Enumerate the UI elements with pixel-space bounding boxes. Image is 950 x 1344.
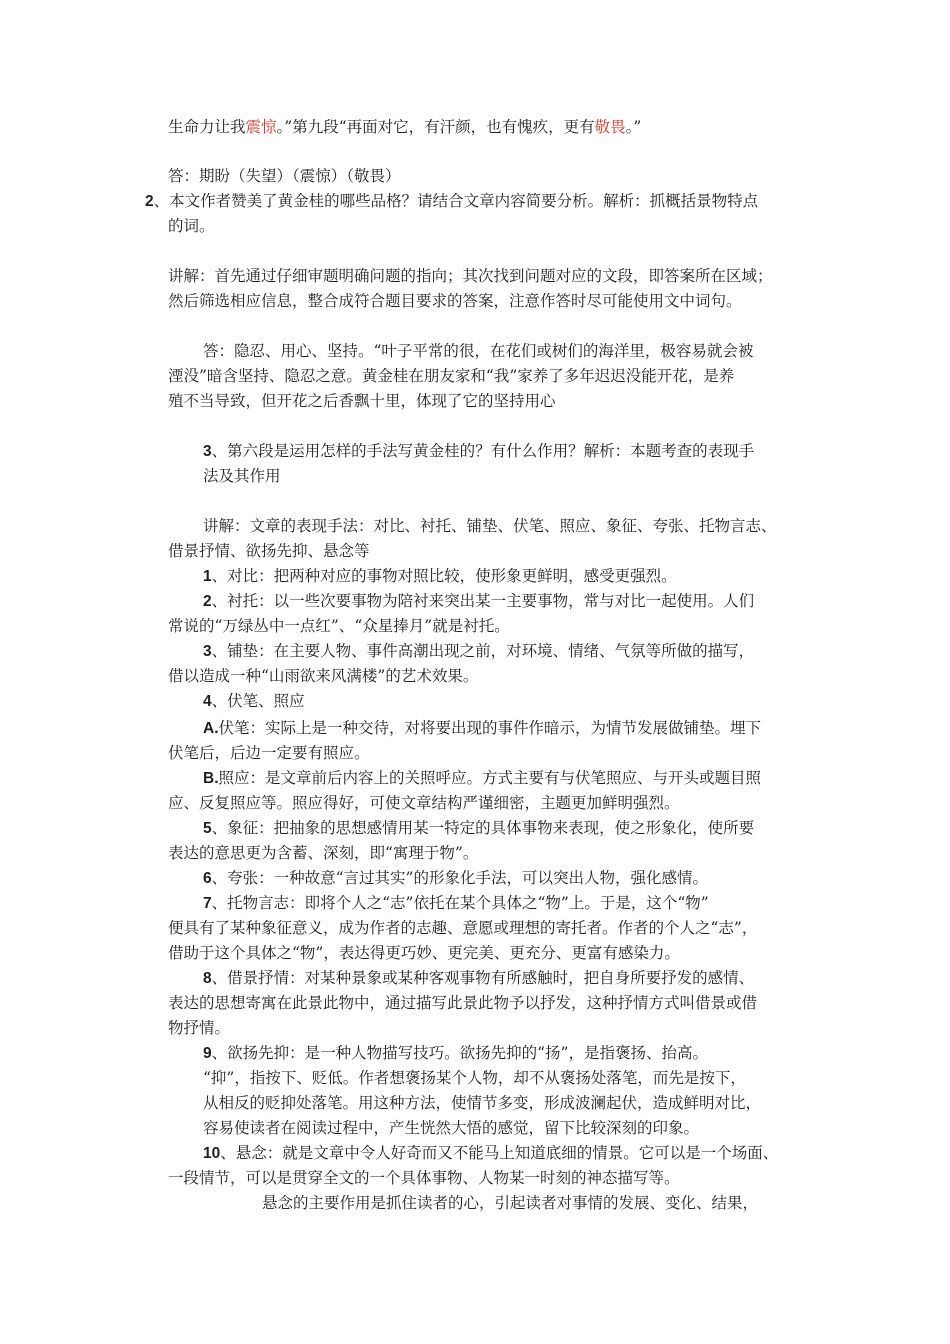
text-line: 然后筛选相应信息，整合成符合题目要求的答案，注意作答时尽可能使用文中词句。 — [168, 292, 742, 310]
text-run: 、伏笔、照应 — [211, 692, 305, 710]
answer-line: 答：期盼（失望）（震惊）（敬畏） — [168, 167, 401, 185]
list-item — [203, 691, 305, 712]
question-number: 2 — [145, 193, 154, 210]
text-line: 表达的思想寄寓在此景此物中，通过描写此景此物予以抒发，这种抒情方式叫借景或借 — [168, 994, 758, 1012]
item-number: 3 — [203, 643, 212, 660]
text-line: 伏笔后，后边一定要有照应。 — [168, 744, 370, 762]
text-run: 、本文作者赞美了黄金桂的哪些品格？请结合文章内容简要分析。解析：抓概括景物特点 — [153, 192, 759, 210]
list-item — [203, 1043, 708, 1064]
text-line: 一段情节，可以是贯穿全文的一个具体事物、人物某一时刻的神态描写等。 — [168, 1169, 680, 1187]
text-line: 从相反的贬抑处落笔。用这种方法，使情节多变，形成波澜起伏，造成鲜明对比， — [203, 1094, 762, 1112]
item-number: A. — [203, 720, 219, 737]
item-number: 1 — [203, 568, 212, 585]
question-number: 3 — [203, 443, 212, 460]
item-number: 9 — [203, 1045, 212, 1062]
text-run: 、第六段是运用怎样的手法写黄金桂的？有什么作用？解析：本题考查的表现手 — [211, 442, 755, 460]
text-run: 、托物言志：即将个人之“志”依托在某个具体之“物”上。于是，这个“物” — [211, 894, 709, 912]
highlight-word: 震惊 — [245, 118, 277, 136]
item-number: 6 — [203, 870, 212, 887]
text-run: 、象征：把抽象的思想感情用某一特定的具体事物来表现，使之形象化，使所要 — [211, 819, 755, 837]
text-run: 、衬托：以一些次要事物为陪衬来突出某一主要事物，常与对比一起使用。人们 — [211, 592, 755, 610]
text-line: 湮没”暗含坚持、隐忍之意。黄金桂在朋友家和“我”家养了多年迟迟没能开花，是养 — [168, 367, 735, 385]
list-item — [203, 1143, 778, 1164]
answer-line: 答：隐忍、用心、坚持。“叶子平常的很，在花们或树们的海洋里，极容易就会被 — [203, 342, 754, 360]
text-line: 悬念的主要作用是抓住读者的心，引起读者对事情的发展、变化、结果， — [262, 1194, 759, 1212]
text-run: 、借景抒情：对某种景象或某种客观事物有所感触时，把自身所要抒发的感情、 — [211, 969, 755, 987]
text-line: 的词。 — [168, 217, 215, 235]
text-run: 生命力让我 — [168, 118, 246, 136]
text-line: 借以造成一种“山雨欲来风满楼”的艺术效果。 — [168, 667, 479, 685]
item-number: 8 — [203, 970, 212, 987]
text-run: 、悬念：就是文章中令人好奇而又不能马上知道底细的情景。它可以是一个场面、 — [220, 1144, 779, 1162]
text-line: 常说的“万绿丛中一点红”、“众星捧月”就是衬托。 — [168, 617, 510, 635]
item-number: 5 — [203, 820, 212, 837]
item-number: 10 — [203, 1145, 221, 1162]
text-run: 照应：是文章前后内容上的关照呼应。方式主要有与伏笔照应、与开头或题目照 — [218, 769, 762, 787]
text-line: 借景抒情、欲扬先抑、悬念等 — [168, 542, 370, 560]
text-line: 应、反复照应等。照应得好，可使文章结构严谨细密，主题更加鲜明强烈。 — [168, 794, 680, 812]
text-run: 、铺垫：在主要人物、事件高潮出现之前，对环境、情绪、气氛等所做的描写， — [211, 642, 755, 660]
text-line — [168, 117, 641, 137]
text-line: 便具有了某种象征意义，成为作者的志趣、意愿或理想的寄托者。作者的个人之“志”， — [168, 919, 758, 937]
text-line: “抑”，指按下、贬低。作者想褒扬某个人物，却不从褒扬处落笔，而先是按下， — [203, 1069, 746, 1087]
text-line: 讲解：文章的表现手法：对比、衬托、铺垫、伏笔、照应、象征、夸张、托物言志、 — [203, 517, 777, 535]
text-line: 借助于这个具体之“物”，表达得更巧妙、更完美、更充分、更富有感染力。 — [168, 944, 680, 962]
text-run: 。”第九段“再面对它，有汗颜，也有愧疚，更有 — [276, 118, 595, 136]
text-run: 、夸张：一种故意“言过其实”的形象化手法，可以突出人物，强化感情。 — [211, 869, 708, 887]
list-item — [203, 818, 754, 839]
item-number: B. — [203, 770, 219, 787]
question-2 — [145, 191, 758, 212]
list-item — [203, 641, 754, 662]
list-item — [203, 768, 761, 789]
text-run: 伏笔：实际上是一种交待，对将要出现的事件作暗示，为情节发展做铺垫。埋下 — [218, 719, 762, 737]
text-line: 表达的意思更为含蓄、深刻，即“寓理于物”。 — [168, 844, 479, 862]
list-item — [203, 868, 708, 889]
text-run: 、对比：把两种对应的事物对照比较，使形象更鲜明，感受更强烈。 — [211, 567, 677, 585]
list-item — [203, 718, 761, 739]
text-line: 法及其作用 — [203, 467, 281, 485]
question-3 — [203, 441, 754, 462]
item-number: 4 — [203, 693, 212, 710]
text-run: 、欲扬先抑：是一种人物描写技巧。欲扬先抑的“扬”，是指褒扬、抬高。 — [211, 1044, 708, 1062]
highlight-word: 敬畏 — [594, 118, 626, 136]
text-run: 。” — [625, 118, 642, 136]
text-line: 物抒情。 — [168, 1019, 231, 1037]
list-item — [203, 566, 677, 587]
list-item — [203, 893, 709, 914]
text-line: 讲解：首先通过仔细审题明确问题的指向；其次找到问题对应的文段，即答案所在区域； — [168, 267, 773, 285]
text-line: 殖不当导致，但开花之后香飘十里，体现了它的坚持用心 — [168, 392, 556, 410]
list-item — [203, 968, 754, 989]
item-number: 7 — [203, 895, 212, 912]
list-item — [203, 591, 754, 612]
text-line: 容易使读者在阅读过程中，产生恍然大悟的感觉，留下比较深刻的印象。 — [203, 1119, 700, 1137]
item-number: 2 — [203, 593, 212, 610]
